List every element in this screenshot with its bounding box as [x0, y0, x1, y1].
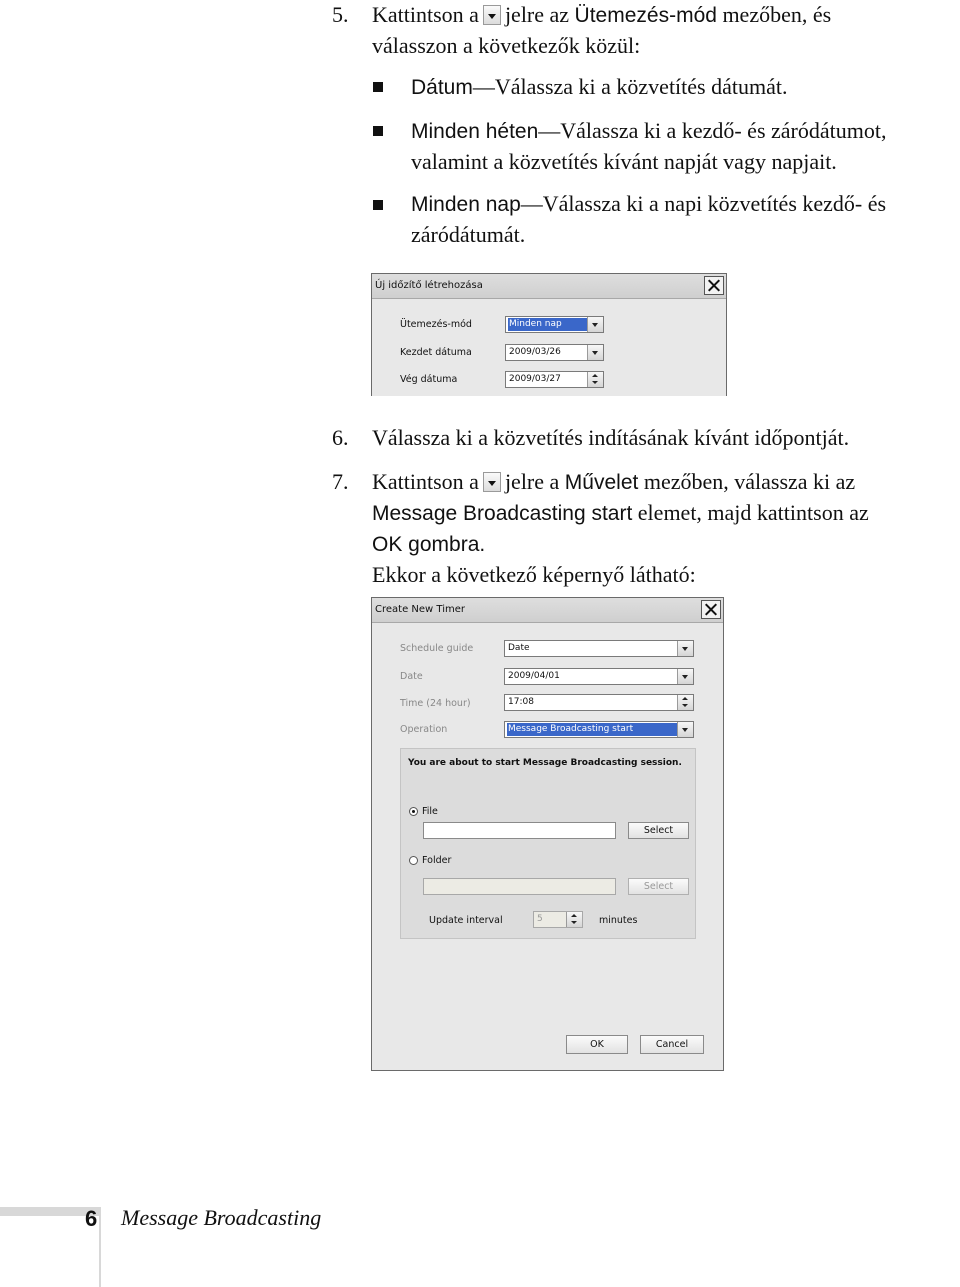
end-date-value: 2009/03/27	[509, 374, 561, 384]
step-5-text	[372, 0, 952, 61]
step-7-option-name: Message Broadcasting start	[372, 502, 633, 525]
broadcast-options-panel	[400, 748, 696, 939]
select-file-button[interactable]: Select	[628, 822, 689, 839]
bullet-square-icon	[373, 126, 383, 136]
bullet-term: Dátum	[411, 76, 473, 99]
step-6-text: Válassza ki a közvetítés indításának kívánt időpontját.	[372, 425, 850, 450]
schedule-guide-label: Schedule guide	[400, 643, 474, 654]
step-7-number: 7.	[332, 469, 349, 494]
bullet-dash: —	[472, 74, 495, 99]
operation-value: Message Broadcasting start	[507, 723, 677, 736]
bullet-item-date	[411, 72, 956, 103]
bullet-square-icon	[373, 82, 383, 92]
file-path-input[interactable]	[423, 822, 616, 839]
schedule-guide-select[interactable]	[504, 640, 694, 657]
update-interval-value: 5	[537, 914, 543, 924]
step-7-post: mezőben, válassza ki az	[643, 469, 856, 494]
panel-heading: You are about to start Message Broadcasting session.	[408, 758, 682, 768]
spinner-arrows-icon[interactable]	[566, 912, 582, 927]
step-5-line-2: válasszon a következők közül:	[372, 33, 641, 58]
update-interval-spinner[interactable]	[533, 911, 583, 928]
bullet-item-weekly	[411, 116, 959, 177]
time-label: Time (24 hour)	[400, 698, 471, 709]
step-7-mid: jelre a	[504, 469, 560, 494]
step-7-pre: Kattintson a	[372, 469, 479, 494]
step-5-number: 5.	[332, 2, 349, 27]
step-5-post: mezőben, és	[722, 2, 832, 27]
ok-button[interactable]: OK	[566, 1035, 628, 1054]
date-value: 2009/04/01	[508, 671, 560, 681]
update-interval-label: Update interval	[429, 915, 503, 926]
file-radio[interactable]	[409, 807, 418, 816]
dropdown-arrow-icon	[483, 472, 501, 492]
schedule-mode-label: Ütemezés-mód	[400, 319, 472, 330]
step-7-line-1	[372, 467, 952, 498]
step-5-pre: Kattintson a	[372, 2, 479, 27]
step-7-line-4: Ekkor a következő képernyő látható:	[372, 562, 696, 587]
bullet-dash: —	[538, 118, 561, 143]
page-number: 6	[85, 1206, 98, 1231]
dialog-titlebar	[372, 274, 726, 299]
dropdown-arrow-icon[interactable]	[587, 345, 603, 360]
step-5-mid: jelre az	[504, 2, 570, 27]
close-icon[interactable]	[704, 276, 724, 295]
bullet-desc-cont: záródátumát.	[411, 222, 526, 247]
bullet-item-daily	[411, 189, 959, 250]
start-date-picker[interactable]	[505, 344, 604, 361]
bullet-desc: Válassza ki a kezdő- és záródátumot,	[560, 118, 887, 143]
start-date-label: Kezdet dátuma	[400, 347, 472, 358]
folder-radio-label: Folder	[422, 855, 452, 866]
bullet-term: Minden héten	[411, 120, 539, 143]
operation-select[interactable]	[504, 721, 694, 738]
bullet-desc: Válassza ki a közvetítés dátumát.	[494, 74, 788, 99]
spinner-arrows-icon[interactable]	[677, 695, 693, 710]
dialog-titlebar	[372, 598, 723, 623]
dropdown-arrow-icon[interactable]	[677, 669, 693, 684]
time-value: 17:08	[508, 697, 534, 707]
end-date-spinner[interactable]	[505, 371, 604, 388]
dropdown-arrow-icon[interactable]	[677, 722, 693, 737]
time-spinner[interactable]	[504, 694, 694, 711]
section-title: Message Broadcasting	[121, 1205, 322, 1230]
date-label: Date	[400, 671, 423, 682]
schedule-mode-select[interactable]	[505, 316, 604, 333]
date-picker[interactable]	[504, 668, 694, 685]
new-timer-dialog-hu	[371, 273, 727, 396]
footer-vertical-rule	[99, 1207, 101, 1287]
end-date-label: Vég dátuma	[400, 374, 458, 385]
folder-radio[interactable]	[409, 856, 418, 865]
schedule-guide-value: Date	[508, 643, 530, 653]
close-icon[interactable]	[701, 600, 721, 619]
bullet-desc: Válassza ki a napi közvetítés kezdő- és	[542, 191, 887, 216]
file-radio-label: File	[422, 806, 438, 817]
spinner-arrows-icon[interactable]	[587, 372, 603, 387]
bullet-dash: —	[520, 191, 543, 216]
bullet-desc-cont: valamint a közvetítés kívánt napját vagy napjait.	[411, 149, 837, 174]
create-new-timer-dialog	[371, 597, 724, 1071]
bullet-square-icon	[373, 200, 383, 210]
select-folder-button[interactable]: Select	[628, 878, 689, 895]
dropdown-arrow-icon	[483, 5, 501, 25]
bullet-term: Minden nap	[411, 193, 521, 216]
step-7-line-3	[372, 529, 952, 560]
schedule-mode-value: Minden nap	[508, 318, 587, 331]
step-6-number: 6.	[332, 425, 349, 450]
dropdown-arrow-icon[interactable]	[677, 641, 693, 656]
step-7-field-name: Művelet	[564, 471, 639, 494]
dropdown-arrow-icon[interactable]	[587, 317, 603, 332]
step-7-line-2	[372, 498, 952, 529]
step-7-ok-text: OK gombra.	[372, 533, 486, 556]
dialog-title: Create New Timer	[375, 604, 465, 615]
dialog-title: Új időzítő létrehozása	[375, 280, 483, 291]
cancel-button[interactable]: Cancel	[640, 1035, 704, 1054]
step-5-field-name: Ütemezés-mód	[574, 4, 717, 27]
folder-path-input[interactable]	[423, 878, 616, 895]
step-5-line-1	[372, 0, 952, 31]
operation-label: Operation	[400, 724, 448, 735]
step-7-line-2-post: elemet, majd kattintson az	[637, 500, 869, 525]
step-7-text	[372, 467, 952, 590]
start-date-value: 2009/03/26	[509, 347, 561, 357]
minutes-label: minutes	[599, 915, 638, 926]
